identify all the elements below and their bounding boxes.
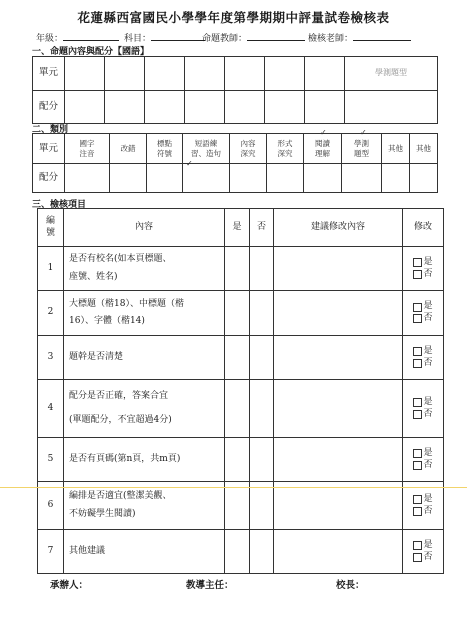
item-number: 1 — [38, 247, 64, 291]
yes-cell[interactable] — [225, 438, 250, 482]
section1-score-cell[interactable] — [225, 90, 265, 124]
suggestion-cell[interactable] — [274, 482, 403, 530]
yes-cell[interactable] — [225, 530, 250, 574]
section1-score-cell[interactable] — [185, 90, 225, 124]
suggestion-cell[interactable] — [274, 438, 403, 482]
checkbox-icon[interactable] — [413, 314, 422, 323]
revise-cell — [403, 482, 444, 530]
no-cell[interactable] — [250, 291, 274, 336]
yes-cell[interactable] — [225, 482, 250, 530]
revise-yes-option[interactable]: 是 — [403, 347, 443, 357]
section2-score-cell[interactable] — [382, 164, 410, 193]
scan-line — [0, 487, 467, 488]
category-header-question-type: 學測 題型 — [342, 134, 382, 164]
revise-no-option[interactable]: 否 — [403, 410, 443, 420]
category-header-form: 形式 深究 — [267, 134, 304, 164]
reviewer-input-line[interactable] — [353, 31, 411, 41]
suggestion-cell[interactable] — [274, 530, 403, 574]
revise-no-option[interactable]: 否 — [403, 507, 443, 517]
revise-yes-option[interactable]: 是 — [403, 302, 443, 312]
category-header-reading: 閱讀 理解 — [304, 134, 342, 164]
teacher-field[interactable] — [202, 31, 305, 44]
checkbox-icon[interactable] — [413, 553, 422, 562]
reviewer-label: 檢核老師： — [308, 34, 354, 44]
suggestion-cell[interactable] — [274, 291, 403, 336]
handwritten-check-mark: ✓ — [360, 128, 367, 137]
revise-no-option[interactable]: 否 — [403, 270, 443, 280]
no-cell[interactable] — [250, 482, 274, 530]
no-cell[interactable] — [250, 530, 274, 574]
category-header-punctuation: 標點 符號 — [147, 134, 183, 164]
revise-no-option[interactable]: 否 — [403, 314, 443, 324]
table-row — [38, 438, 444, 482]
checkbox-icon[interactable] — [413, 410, 422, 419]
yes-cell[interactable] — [225, 247, 250, 291]
section2-score-cell[interactable] — [110, 164, 147, 193]
yes-cell[interactable] — [225, 291, 250, 336]
no-cell[interactable] — [250, 247, 274, 291]
checkbox-icon[interactable] — [413, 507, 422, 516]
column-header-yes: 是 — [225, 209, 250, 247]
section1-table — [32, 56, 438, 124]
suggestion-cell[interactable] — [274, 247, 403, 291]
category-header-mandarin: 國字 注音 — [65, 134, 110, 164]
principal-signature: 校長： — [336, 580, 365, 591]
item-content: 題幹是否清楚 — [64, 336, 225, 380]
revise-no-option[interactable]: 否 — [403, 553, 443, 563]
revise-cell — [403, 438, 444, 482]
suggestion-cell[interactable] — [274, 336, 403, 380]
section2-score-cell[interactable] — [65, 164, 110, 193]
column-header-number: 編 號 — [38, 209, 64, 247]
checkbox-icon[interactable] — [413, 258, 422, 267]
section1-score-cell[interactable] — [105, 90, 145, 124]
category-header-phrases: 短語練 習、造句 — [183, 134, 230, 164]
category-header-other: 其他 — [382, 134, 410, 164]
column-header-no: 否 — [250, 209, 274, 247]
category-header-other: 其他 — [410, 134, 438, 164]
no-cell[interactable] — [250, 336, 274, 380]
section1-heading: 一、命題內容與配分【國語】 — [32, 47, 150, 57]
column-header-revise: 修改 — [403, 209, 444, 247]
subject-field[interactable] — [124, 31, 205, 44]
checkbox-icon[interactable] — [413, 398, 422, 407]
item-content: 編排是否適宜(整潔美觀、 不妨礙學生閱讀) — [64, 482, 225, 530]
checkbox-icon[interactable] — [413, 359, 422, 368]
item-content: 是否有校名(如本頁標題、 座號、姓名) — [64, 247, 225, 291]
table-row — [38, 291, 444, 336]
section2-table — [32, 133, 438, 193]
item-content: 其他建議 — [64, 530, 225, 574]
handwritten-check-mark: ✓ — [320, 128, 327, 137]
grade-input-line[interactable] — [63, 31, 119, 41]
yes-cell[interactable] — [225, 336, 250, 380]
section2-score-cell[interactable] — [267, 164, 304, 193]
teacher-input-line[interactable] — [247, 31, 305, 41]
table-row — [38, 247, 444, 291]
section2-unit-label: 單元 — [33, 134, 65, 164]
revise-yes-option[interactable]: 是 — [403, 541, 443, 551]
section3-heading: 三、檢核項目 — [32, 200, 87, 210]
checkbox-icon[interactable] — [413, 303, 422, 312]
section2-score-cell[interactable] — [304, 164, 342, 193]
item-content: 是否有頁碼(第n頁，共m頁) — [64, 438, 225, 482]
revise-cell — [403, 247, 444, 291]
checkbox-icon[interactable] — [413, 541, 422, 550]
section1-unit-cell[interactable] — [145, 57, 185, 91]
grade-label: 年級： — [36, 34, 64, 44]
section2-heading: 二、類別 — [32, 125, 69, 135]
category-header-content: 內容 深究 — [230, 134, 267, 164]
category-header-correction: 改錯 — [110, 134, 147, 164]
reviewer-field[interactable] — [308, 31, 411, 44]
section2-score-cell[interactable] — [342, 164, 382, 193]
section1-score-cell[interactable] — [65, 90, 105, 124]
page-title: 花蓮縣西富國民小學學年度第學期期中評量試卷檢核表 — [77, 10, 390, 25]
section1-unit-cell[interactable] — [305, 57, 345, 91]
checkbox-icon[interactable] — [413, 347, 422, 356]
section2-score-cell[interactable] — [147, 164, 183, 193]
subject-label: 科目： — [124, 34, 152, 44]
table-row — [38, 530, 444, 574]
yes-cell[interactable] — [225, 380, 250, 438]
section1-unit-cell[interactable] — [105, 57, 145, 91]
revise-cell — [403, 380, 444, 438]
revise-no-option[interactable]: 否 — [403, 461, 443, 471]
no-cell[interactable] — [250, 380, 274, 438]
section2-score-cell[interactable] — [230, 164, 267, 193]
checklist-table — [37, 208, 444, 574]
suggestion-cell[interactable] — [274, 380, 403, 438]
section2-score-label: 配分 — [33, 164, 65, 193]
column-header-content: 內容 — [64, 209, 225, 247]
item-content: 大標題（楷18）、中標題（楷 16）、字體（楷14) — [64, 291, 225, 336]
section1-unit-cell[interactable] — [185, 57, 225, 91]
section1-unit-cell[interactable] — [65, 57, 105, 91]
column-header-suggestion: 建議修改內容 — [274, 209, 403, 247]
subject-input-line[interactable] — [151, 31, 205, 41]
section1-question-type-label: 學測題型 — [345, 57, 438, 91]
item-number: 6 — [38, 482, 64, 530]
checkbox-icon[interactable] — [413, 461, 422, 470]
revise-yes-option[interactable]: 是 — [403, 449, 443, 459]
handwritten-check-mark: ✓ — [186, 159, 193, 168]
section1-unit-cell[interactable] — [265, 57, 305, 91]
checkbox-icon[interactable] — [413, 495, 422, 504]
section1-unit-label: 單元 — [33, 57, 65, 91]
section1-score-cell[interactable] — [265, 90, 305, 124]
item-number: 4 — [38, 380, 64, 438]
revise-yes-option[interactable]: 是 — [403, 398, 443, 408]
table-row — [38, 380, 444, 438]
checkbox-icon[interactable] — [413, 270, 422, 279]
grade-field[interactable] — [36, 31, 119, 44]
director-signature: 教導主任： — [186, 580, 234, 591]
revise-cell — [403, 291, 444, 336]
teacher-label: 命題教師： — [202, 34, 248, 44]
section1-score-cell[interactable] — [145, 90, 185, 124]
item-number: 2 — [38, 291, 64, 336]
section2-score-cell[interactable] — [410, 164, 438, 193]
item-number: 5 — [38, 438, 64, 482]
section1-score-cell[interactable] — [305, 90, 345, 124]
table-row — [38, 336, 444, 380]
section1-score-cell[interactable] — [345, 90, 438, 124]
item-number: 7 — [38, 530, 64, 574]
section1-unit-cell[interactable] — [225, 57, 265, 91]
item-content: 配分是否正確，答案合宜 (單題配分，不宜超過4分) — [64, 380, 225, 438]
revise-cell — [403, 530, 444, 574]
revise-yes-option[interactable]: 是 — [403, 495, 443, 505]
item-number: 3 — [38, 336, 64, 380]
revise-cell — [403, 336, 444, 380]
organizer-signature: 承辦人： — [50, 580, 89, 591]
table-row — [38, 482, 444, 530]
section1-score-label: 配分 — [33, 90, 65, 124]
no-cell[interactable] — [250, 438, 274, 482]
checkbox-icon[interactable] — [413, 449, 422, 458]
revise-yes-option[interactable]: 是 — [403, 258, 443, 268]
revise-no-option[interactable]: 否 — [403, 359, 443, 369]
